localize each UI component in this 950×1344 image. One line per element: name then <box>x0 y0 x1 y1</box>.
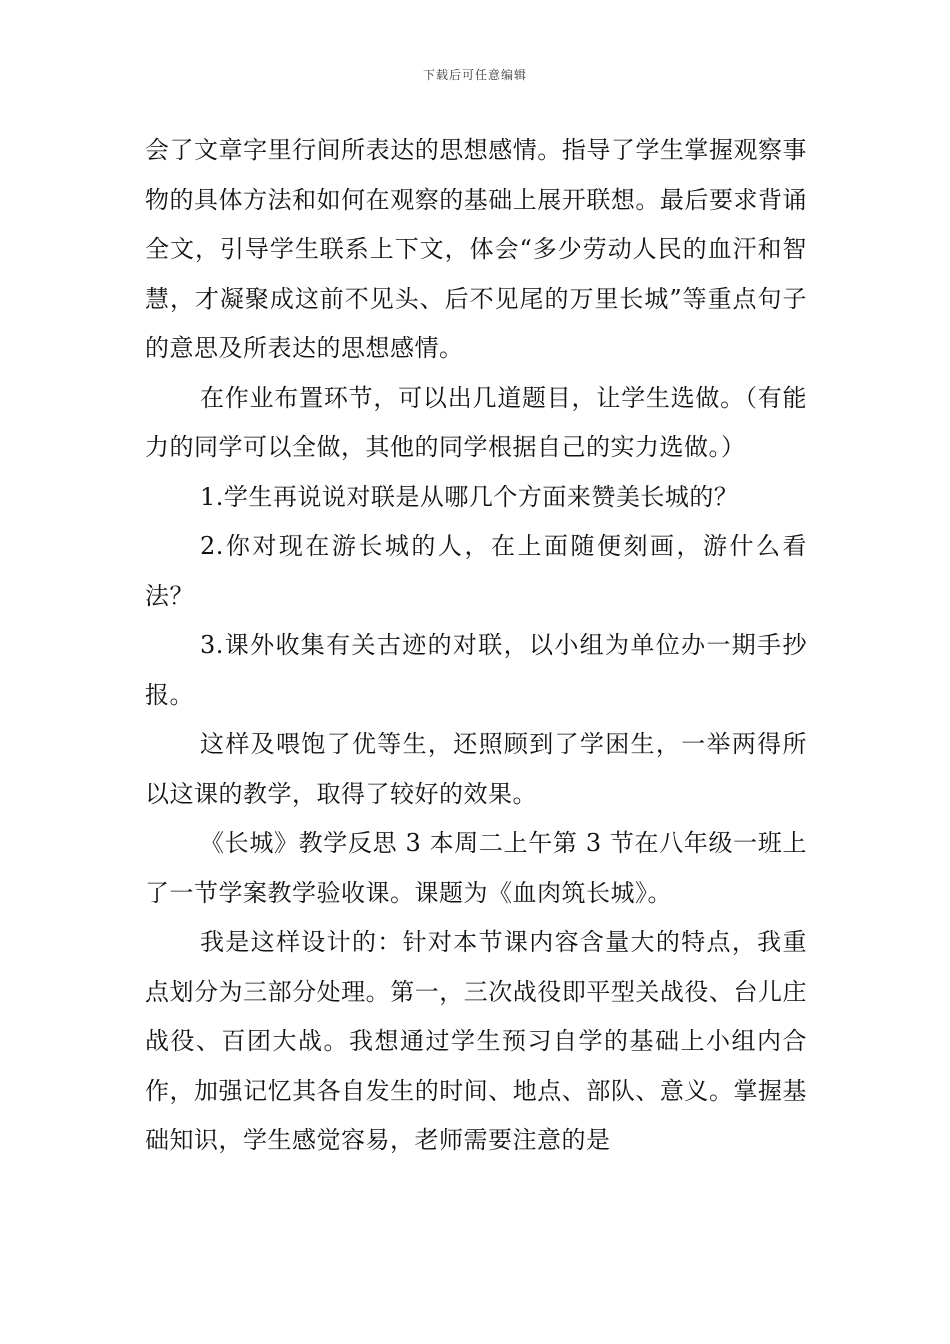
paragraph-3: 1.学生再说说对联是从哪几个方面来赞美长城的？ <box>200 482 739 511</box>
paragraph-5: 3.课外收集有关古迹的对联，以小组为单位办一期手抄报。 <box>145 631 807 709</box>
paragraph-7: 《长城》教学反思 3 本周二上午第 3 节在八年级一班上了一节学案教学验收课。课题为《血肉筑长城》。 <box>145 829 807 907</box>
paragraph-4: 2.你对现在游长城的人，在上面随便刻画，游什么看法？ <box>145 532 807 610</box>
page-header-note: 下载后可任意编辑 <box>422 68 527 82</box>
paragraph-6: 这样及喂饱了优等生，还照顾到了学困生，一举两得所以这课的教学，取得了较好的效果。 <box>145 730 807 808</box>
paragraph-1: 会了文章字里行间所表达的思想感情。指导了学生掌握观察事物的具体方法和如何在观察的基础上展开联想。最后要求背诵全文，引导学生联系上下文，体会“多少劳动人民的血汗和智慧，才凝聚成这前不见头、后不见尾的万里长城”等重点句子的意思及所表达的思想感情。 <box>145 136 807 362</box>
paragraph-8: 我是这样设计的：针对本节课内容含量大的特点，我重点划分为三部分处理。第一，三次战役即平型关战役、台儿庄战役、百团大战。我想通过学生预习自学的基础上小组内合作，加强记忆其各自发生的时间、地点、部队、意义。掌握基础知识，学生感觉容易，老师需要注意的是 <box>145 928 807 1154</box>
document-body <box>145 126 807 1166</box>
paragraph-2: 在作业布置环节，可以出几道题目，让学生选做。（有能力的同学可以全做，其他的同学根据自己的实力选做。） <box>145 383 807 461</box>
